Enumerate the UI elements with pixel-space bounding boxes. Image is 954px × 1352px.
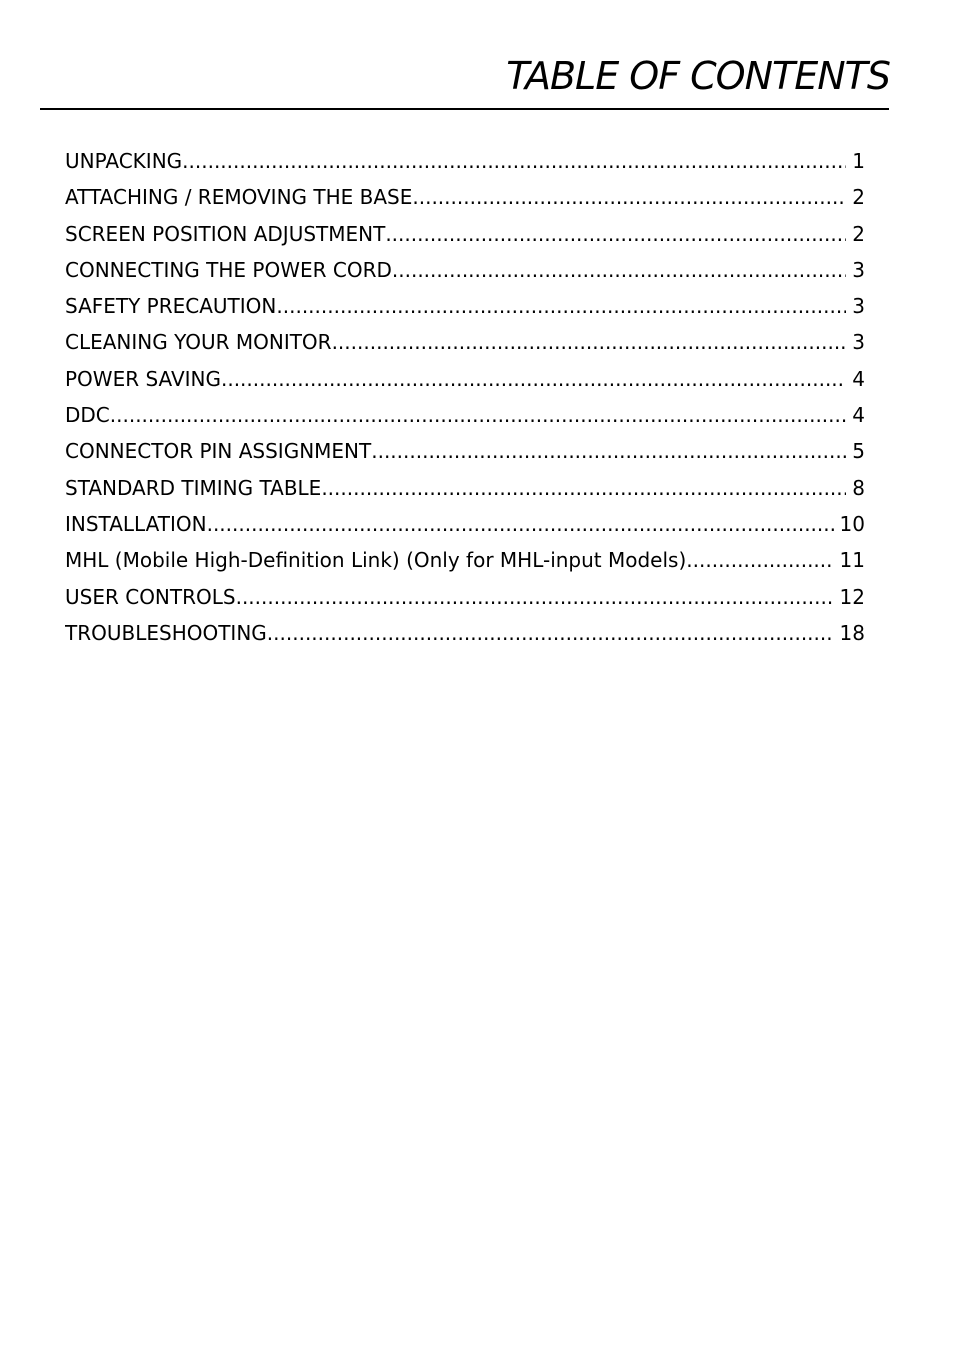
toc-entry-cleaning-your-monitor[interactable] xyxy=(65,324,865,360)
toc-entry-label: STANDARD TIMING TABLE xyxy=(65,475,322,500)
toc-page-number: 5 xyxy=(852,439,865,464)
page-title: TABLE OF CONTENTS xyxy=(506,54,890,98)
toc-page-number: 2 xyxy=(852,185,865,210)
title-divider xyxy=(40,108,889,110)
toc-entry-label: ATTACHING / REMOVING THE BASE xyxy=(65,185,413,210)
toc-entry-mhl[interactable] xyxy=(65,542,865,578)
toc-dot-leader xyxy=(182,143,846,179)
toc-entry-user-controls[interactable] xyxy=(65,579,865,615)
toc-dot-leader xyxy=(686,542,833,578)
toc-entry-screen-position-adjustment[interactable] xyxy=(65,216,865,252)
toc-dot-leader xyxy=(236,579,834,615)
toc-page-number: 11 xyxy=(839,548,865,573)
toc-page-number: 2 xyxy=(852,221,865,246)
toc-entry-troubleshooting[interactable] xyxy=(65,615,865,651)
toc-entry-label: CLEANING YOUR MONITOR xyxy=(65,330,332,355)
toc-entry-label: UNPACKING xyxy=(65,149,183,173)
toc-dot-leader xyxy=(110,397,847,433)
toc-entry-label: INSTALLATION xyxy=(65,511,207,536)
toc-dot-leader xyxy=(392,252,846,288)
toc-entry-label: SAFETY PRECAUTION xyxy=(65,294,277,319)
toc-dot-leader xyxy=(385,216,846,252)
toc-entry-installation[interactable] xyxy=(65,506,865,542)
toc-page-number: 4 xyxy=(852,366,865,391)
toc-page-number: 8 xyxy=(852,475,865,500)
toc-dot-leader xyxy=(207,506,834,542)
toc-entry-label: CONNECTOR PIN ASSIGNMENT xyxy=(65,439,372,464)
toc-entry-label: DDC xyxy=(65,403,110,428)
toc-page-number: 4 xyxy=(852,403,865,428)
toc-entry-safety-precaution[interactable] xyxy=(65,288,865,324)
toc-entry-label: POWER SAVING xyxy=(65,366,221,391)
toc-entry-connecting-power-cord[interactable] xyxy=(65,252,865,288)
toc-dot-leader xyxy=(332,324,847,360)
toc-entry-label: TROUBLESHOOTING xyxy=(65,620,267,645)
toc-dot-leader xyxy=(267,615,834,651)
toc-entry-attaching-removing-base[interactable] xyxy=(65,179,865,215)
toc-dot-leader xyxy=(412,179,846,215)
toc-page-number: 12 xyxy=(839,584,865,609)
toc-dot-leader xyxy=(221,361,846,397)
toc-entry-ddc[interactable] xyxy=(65,397,865,433)
toc-page-number: 3 xyxy=(852,257,865,282)
toc-page-number: 3 xyxy=(852,330,865,355)
toc-entry-label: USER CONTROLS xyxy=(65,584,236,609)
toc-dot-leader xyxy=(276,288,846,324)
toc-page-number: 1 xyxy=(852,149,865,173)
toc-entry-label: CONNECTING THE POWER CORD xyxy=(65,257,392,282)
toc-page-number: 10 xyxy=(839,511,865,536)
toc-entry-label: MHL (Mobile High-Definition Link) (Only for MHL-input Models) xyxy=(65,548,687,573)
toc-entry-unpacking[interactable] xyxy=(65,143,865,179)
toc-page-number: 18 xyxy=(839,620,865,645)
toc-entry-power-saving[interactable] xyxy=(65,361,865,397)
toc-page-number: 3 xyxy=(852,294,865,319)
toc-entry-connector-pin-assignment[interactable] xyxy=(65,433,865,469)
toc-dot-leader xyxy=(321,470,846,506)
toc-entry-standard-timing-table[interactable] xyxy=(65,470,865,506)
toc-entry-label: SCREEN POSITION ADJUSTMENT xyxy=(65,221,386,246)
toc-dot-leader xyxy=(371,433,846,469)
table-of-contents xyxy=(65,143,865,651)
